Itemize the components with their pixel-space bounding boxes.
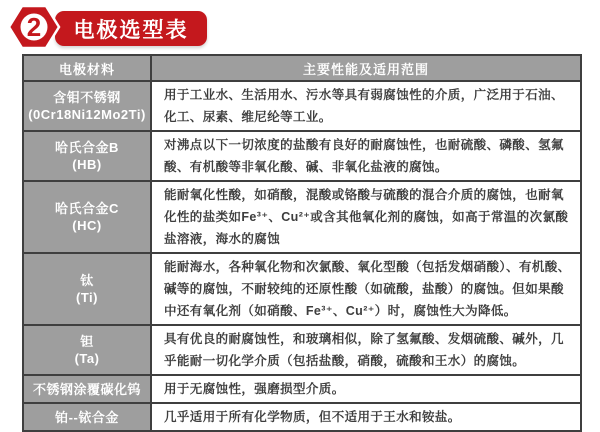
material-name: 钽 — [80, 334, 94, 349]
material-cell — [23, 181, 151, 253]
column-header-performance: 主要性能及适用范围 — [151, 55, 581, 81]
material-name: 含钼不锈钢 — [53, 90, 121, 105]
description-cell: 能耐海水，各种氧化物和次氯酸、氧化型酸（包括发烟硝酸）、有机酸、碱等的腐蚀，不耐较纯的还原性酸（如硫酸，盐酸）的腐蚀。但如果酸中还有氧化剂（如硝酸、Fe³⁺、Cu²⁺）时，腐蚀性大为降低。 — [151, 253, 581, 325]
table-row — [23, 253, 581, 325]
material-code: (Ta) — [74, 351, 100, 366]
table-row — [23, 81, 581, 131]
material-name: 不锈钢涂覆碳化钨 — [32, 381, 141, 397]
table-row — [23, 131, 581, 181]
description-cell: 对沸点以下一切浓度的盐酸有良好的耐腐蚀性，也耐硫酸、磷酸、氢氟酸、有机酸等非氧化酸、碱、非氧化盐液的腐蚀。 — [151, 131, 581, 181]
table-row — [23, 403, 581, 431]
description-cell: 能耐氧化性酸，如硝酸，混酸或铬酸与硫酸的混合介质的腐蚀，也耐氧化性的盐类如Fe³⁺、Cu²⁺或含其他氧化剂的腐蚀，如高于常温的次氯酸盐溶液，海水的腐蚀 — [151, 181, 581, 253]
table-row — [23, 375, 581, 403]
material-cell — [23, 131, 151, 181]
material-code: (HB) — [72, 157, 102, 172]
material-name: 哈氏合金C — [55, 201, 119, 216]
material-cell — [23, 403, 151, 431]
table-row — [23, 325, 581, 375]
description-cell: 具有优良的耐腐蚀性，和玻璃相似，除了氢氟酸、发烟硫酸、碱外，几乎能耐一切化学介质（包括盐酸，硝酸，硫酸和王水）的腐蚀。 — [151, 325, 581, 375]
section-title-pill — [55, 11, 207, 46]
material-code: (Ti) — [76, 290, 98, 305]
page-header — [0, 0, 600, 54]
material-code: (0Cr18Ni12Mo2Ti) — [28, 107, 146, 122]
material-cell — [23, 375, 151, 403]
electrode-selection-table — [22, 54, 582, 432]
material-name: 钛 — [80, 273, 94, 288]
hexagon-badge-icon — [7, 3, 61, 51]
section-title: 电极选型表 — [73, 18, 189, 42]
material-cell — [23, 81, 151, 131]
description-cell: 几乎适用于所有化学物质，但不适用于王水和铵盐。 — [151, 403, 581, 431]
section-number-badge — [7, 3, 61, 51]
material-cell — [23, 325, 151, 375]
material-name: 铂--铱合金 — [55, 409, 119, 425]
material-cell — [23, 253, 151, 325]
table-row — [23, 181, 581, 253]
section-number: 2 — [26, 12, 42, 42]
description-cell: 用于无腐蚀性，强磨损型介质。 — [151, 375, 581, 403]
table-header-row — [23, 55, 581, 81]
material-code: (HC) — [72, 218, 102, 233]
table-body — [23, 81, 581, 431]
description-cell: 用于工业水、生活用水、污水等具有弱腐蚀性的介质，广泛用于石油、化工、尿素、维尼纶等工业。 — [151, 81, 581, 131]
material-name: 哈氏合金B — [55, 140, 119, 155]
column-header-material: 电极材料 — [23, 55, 151, 81]
